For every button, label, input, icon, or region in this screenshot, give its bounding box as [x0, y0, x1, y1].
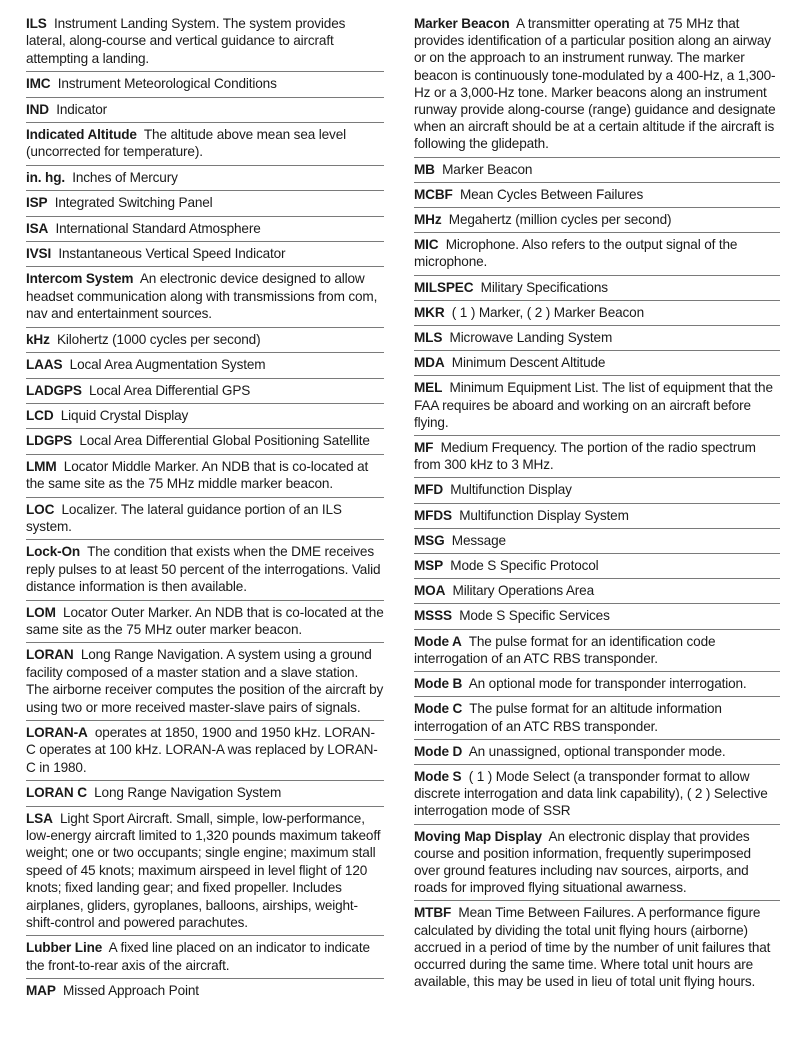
entry-definition: Missed Approach Point — [63, 983, 199, 999]
entry-definition: Multifunction Display System — [459, 507, 629, 523]
entry-term: MSP — [414, 558, 444, 574]
glossary-entry — [414, 208, 780, 233]
entry-definition: Locator Middle Marker. An NDB that is co-located at the same site as the 75 MHz middle marker beacon. — [26, 458, 369, 492]
entry-definition: Indicator — [56, 101, 108, 117]
entry-definition: Military Specifications — [480, 279, 608, 295]
glossary-entry — [26, 498, 384, 541]
glossary-entry — [414, 697, 780, 739]
entry-definition: Long Range Navigation System — [94, 785, 282, 801]
glossary-entry — [26, 72, 384, 97]
entry-term: Mode D — [414, 743, 463, 759]
entry-term: LSA — [26, 810, 53, 826]
entry-term: LDGPS — [26, 433, 73, 449]
entry-term: Lubber Line — [26, 940, 103, 956]
entry-term: LORAN C — [26, 785, 87, 801]
entry-definition: A fixed line placed on an indicator to indicate the front-to-rear axis of the aircraft. — [26, 940, 370, 973]
entry-definition: Instrument Meteorological Conditions — [57, 76, 277, 92]
entry-definition: Local Area Augmentation System — [69, 357, 266, 373]
entry-definition: Locator Outer Marker. An NDB that is co-located at the same site as the 75 MHz outer marker beacon. — [26, 604, 384, 637]
entry-term: LADGPS — [26, 382, 82, 398]
entry-term: MFDS — [414, 507, 452, 523]
entry-definition: ( 1 ) Marker, ( 2 ) Marker Beacon — [451, 304, 644, 320]
glossary-entry — [26, 379, 384, 404]
entry-term: MKR — [414, 304, 445, 320]
entry-definition: Microwave Landing System — [449, 330, 613, 346]
entry-definition: Medium Frequency. The portion of the radio spectrum from 300 kHz to 3 MHz. — [414, 440, 756, 473]
entry-definition: The pulse format for an altitude information interrogation of an ATC RBS transponder. — [414, 701, 722, 734]
entry-term: MCBF — [414, 186, 453, 202]
glossary-entry — [26, 781, 384, 806]
glossary-entry — [26, 217, 384, 242]
entry-definition: Minimum Descent Altitude — [451, 355, 606, 371]
entry-term: IND — [26, 101, 49, 117]
glossary-entry — [26, 936, 384, 979]
glossary-entry — [26, 979, 384, 1003]
entry-term: Mode A — [414, 633, 462, 649]
glossary-entry — [26, 540, 384, 600]
entry-term: Indicated Altitude — [26, 127, 137, 143]
glossary-entry — [26, 242, 384, 267]
entry-term: LOC — [26, 501, 55, 517]
entry-term: Mode B — [414, 676, 463, 692]
entry-term: MOA — [414, 583, 446, 599]
entry-definition: Minimum Equipment List. The list of equipment that the FAA requires be aboard and working on an aircraft before flying. — [414, 380, 773, 430]
entry-definition: ( 1 ) Mode Select (a transponder format to allow discrete interrogation and data link capability), ( 2 ) Selective interrogation mode of SSR — [414, 768, 768, 819]
entry-definition: An electronic device designed to allow headset communication along with transmissions from com, nav and entertainment sources. — [26, 271, 378, 322]
entry-definition: Mode S Specific Services — [459, 608, 610, 624]
glossary-entry — [26, 166, 384, 191]
entry-term: MSSS — [414, 608, 452, 624]
glossary-entry — [414, 478, 780, 503]
entry-definition: Message — [451, 532, 506, 548]
entry-term: Mode S — [414, 768, 462, 784]
glossary-entry — [414, 529, 780, 554]
glossary-entry — [26, 12, 384, 72]
entry-definition: Inches of Mercury — [72, 169, 178, 185]
entry-definition: Microphone. Also refers to the output signal of the microphone. — [414, 237, 738, 270]
entry-term: ILS — [26, 16, 47, 31]
entry-definition: Local Area Differential Global Positioning Satellite — [79, 433, 370, 449]
entry-term: LCD — [26, 407, 54, 423]
glossary-entry — [26, 353, 384, 378]
entry-definition: An electronic display that provides course and position information, frequently superimposed over ground features including nav sources, airports, and roads for improved flying situational awarness. — [414, 828, 751, 896]
glossary-entry — [414, 672, 780, 697]
entry-definition: operates at 1850, 1900 and 1950 kHz. LORAN-C operates at 100 kHz. LORAN-A was replaced by LORAN-C in 1980. — [26, 725, 378, 775]
entry-definition: Localizer. The lateral guidance portion of an ILS system. — [26, 501, 342, 534]
entry-definition: Local Area Differential GPS — [89, 382, 251, 398]
entry-definition: Mode S Specific Protocol — [450, 558, 599, 574]
entry-definition: The condition that exists when the DME receives reply pulses to at least 50 percent of the interrogations. Valid distance information is then available. — [26, 544, 381, 595]
glossary-entry — [26, 601, 384, 644]
entry-definition: The altitude above mean sea level (uncorrected for temperature). — [26, 127, 346, 160]
entry-term: MEL — [414, 380, 443, 396]
glossary-entry — [414, 579, 780, 604]
entry-term: ISA — [26, 220, 49, 236]
entry-term: MAP — [26, 983, 56, 999]
entry-term: ISP — [26, 195, 48, 211]
entry-term: IMC — [26, 76, 51, 92]
entry-definition: Multifunction Display — [450, 482, 572, 498]
glossary-entry — [414, 233, 780, 275]
glossary-entry — [414, 825, 780, 902]
entry-term: MF — [414, 440, 434, 456]
entry-definition: Long Range Navigation. A system using a ground facility composed of a master station and a slave station. The airborne receiver computes the position of the aircraft by using two or more received master-slave pairs of signals. — [26, 647, 384, 715]
entry-term: MFD — [414, 482, 443, 498]
glossary-entry — [26, 328, 384, 353]
entry-term: LORAN-A — [26, 725, 88, 740]
entry-definition: An unassigned, optional transponder mode. — [468, 743, 726, 759]
glossary-entry — [414, 301, 780, 326]
entry-term: kHz — [26, 331, 50, 347]
glossary-entry — [26, 721, 384, 781]
entry-definition: Kilohertz (1000 cycles per second) — [57, 331, 261, 347]
entry-term: LMM — [26, 458, 57, 474]
entry-term: LORAN — [26, 647, 74, 663]
glossary-entry — [414, 604, 780, 629]
entry-term: in. hg. — [26, 169, 65, 185]
entry-definition: A transmitter operating at 75 MHz that provides identification of a particular position along an airway or on the approach to an instrument runway. The marker beacon is continuously tone-modulated by a 400-Hz, a 1,300-Hz or a 3,000-Hz tone. Marker beacons along an instrument runway provide along-course (range) guidance and designate when an aircraft should be at a certain altitude if the aircraft is following the glidepath. — [414, 16, 776, 152]
glossary-entry — [26, 429, 384, 454]
glossary-right-column — [414, 12, 780, 994]
entry-term: Marker Beacon — [414, 16, 510, 31]
glossary-entry — [414, 276, 780, 301]
entry-term: MILSPEC — [414, 279, 474, 295]
glossary-entry — [414, 351, 780, 376]
entry-term: Mode C — [414, 701, 463, 717]
entry-term: Moving Map Display — [414, 828, 542, 844]
entry-term: MTBF — [414, 905, 452, 921]
entry-term: Lock-On — [26, 544, 81, 560]
glossary-entry — [414, 504, 780, 529]
glossary-entry — [414, 183, 780, 208]
entry-definition: Mean Cycles Between Failures — [459, 186, 644, 202]
glossary-left-column — [26, 12, 384, 1004]
entry-definition: Military Operations Area — [452, 583, 594, 599]
entry-definition: Instantaneous Vertical Speed Indicator — [58, 246, 286, 262]
glossary-entry — [26, 123, 384, 166]
entry-definition: An optional mode for transponder interrogation. — [468, 676, 747, 692]
glossary-entry — [414, 740, 780, 765]
glossary-entry — [414, 376, 780, 436]
entry-definition: The pulse format for an identification code interrogation of an ATC RBS transponder. — [414, 633, 716, 666]
glossary-entry — [414, 554, 780, 579]
glossary-entry — [26, 191, 384, 216]
glossary-entry — [414, 630, 780, 672]
glossary-entry — [26, 98, 384, 123]
glossary-entry — [26, 643, 384, 721]
entry-definition: Instrument Landing System. The system provides lateral, along-course and vertical guidance to aircraft attempting a landing. — [26, 16, 346, 66]
glossary-entry — [414, 158, 780, 183]
glossary-entry — [26, 267, 384, 327]
glossary-entry — [414, 12, 780, 158]
entry-term: LAAS — [26, 357, 63, 373]
entry-term: MLS — [414, 330, 443, 346]
entry-definition: Mean Time Between Failures. A performance figure calculated by dividing the total unit flying hours (airborne) accrued in a period of time by the number of unit failures that occurred during the same time. Where total unit hours are available, this may be used in lieu of total unit flying hours. — [414, 905, 771, 990]
entry-definition: Megahertz (million cycles per second) — [448, 212, 672, 228]
entry-definition: International Standard Atmosphere — [55, 220, 261, 236]
entry-definition: Light Sport Aircraft. Small, simple, low-performance, low-energy aircraft limited to 1,320 pounds maximum takeoff weight; one or two occupants; single engine; maximum stall speed of 45 knots; maximum airspeed in level flight of 120 knots; fixed landing gear; and fixed propeller. Includes airplanes, gliders, gyroplanes, balloons, airships, weight-shift-control and powered parachutes. — [26, 810, 381, 931]
entry-term: IVSI — [26, 246, 52, 262]
entry-definition: Marker Beacon — [442, 161, 533, 177]
entry-definition: Liquid Crystal Display — [60, 407, 189, 423]
glossary-entry — [414, 901, 780, 994]
glossary-entry — [26, 807, 384, 937]
glossary-entry — [414, 436, 780, 478]
glossary-entry — [414, 765, 780, 825]
entry-term: MIC — [414, 237, 439, 253]
entry-term: MSG — [414, 532, 445, 548]
entry-term: MB — [414, 161, 435, 177]
entry-definition: Integrated Switching Panel — [54, 195, 213, 211]
glossary-entry — [26, 455, 384, 498]
entry-term: LOM — [26, 604, 56, 620]
entry-term: MDA — [414, 355, 445, 371]
entry-term: MHz — [414, 212, 442, 228]
entry-term: Intercom System — [26, 271, 134, 287]
glossary-entry — [26, 404, 384, 429]
glossary-entry — [414, 326, 780, 351]
